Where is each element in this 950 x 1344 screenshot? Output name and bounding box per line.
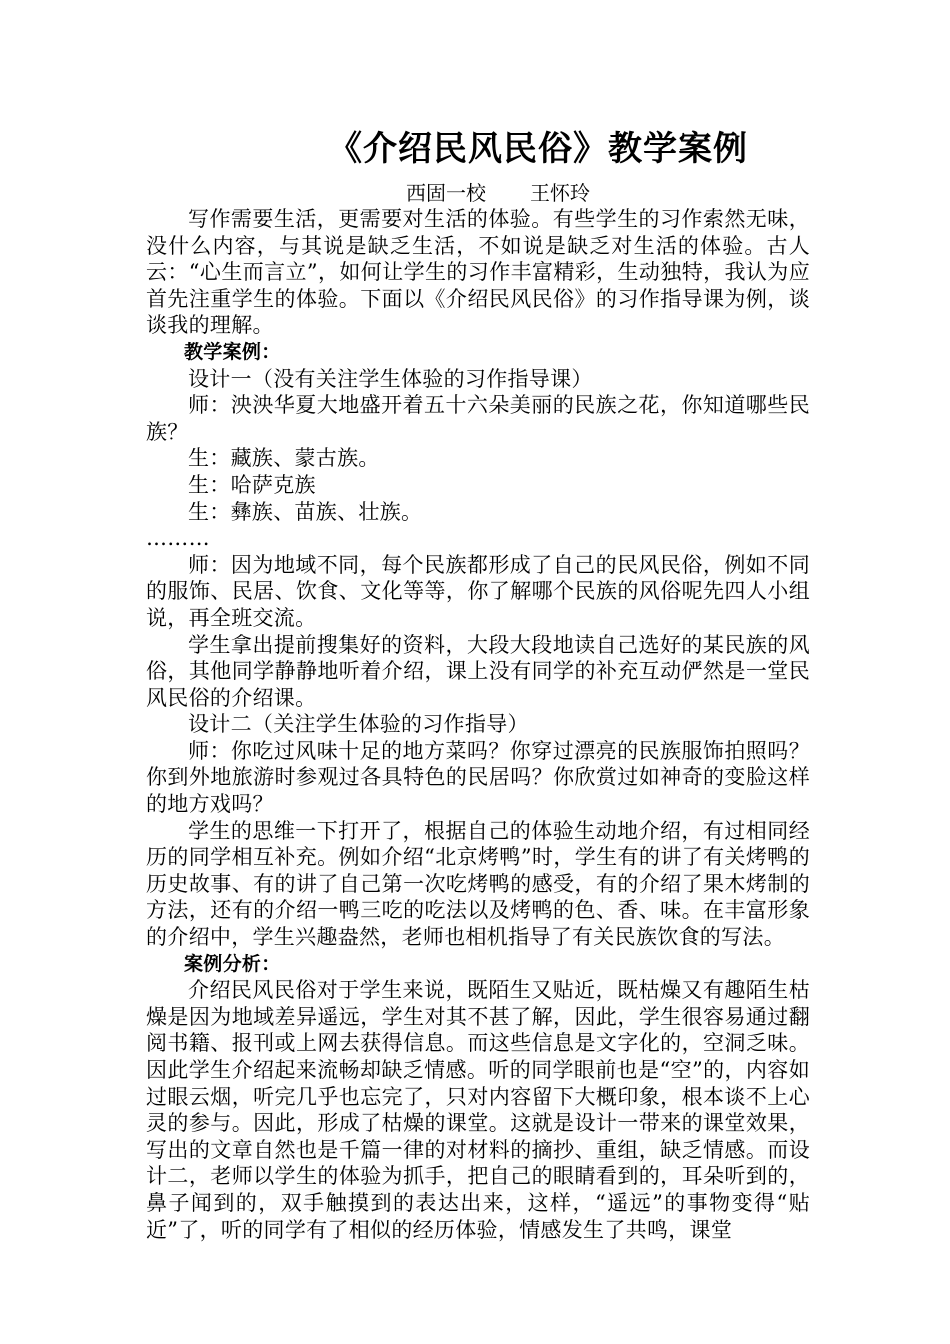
dialogue-line: 师：泱泱华夏大地盛开着五十六朵美丽的民族之花，你知道哪些民族？ <box>146 393 810 444</box>
intro-paragraph: 写作需要生活，更需要对生活的体验。有些学生的习作索然无味，没什么内容，与其说是缺乏生活，不如说是缺乏对生活的体验。古人云：“心生而言立”，如何让学生的习作丰富精彩，生动独特，我认为应首先注重学生的体验。下面以《介绍民风民俗》的习作指导课为例，谈谈我的理解。 <box>146 207 810 338</box>
document-page <box>146 118 810 1243</box>
section-heading-analysis: 案例分析： <box>184 952 281 975</box>
dialogue-line: 师：你吃过风味十足的地方菜吗？你穿过漂亮的民族服饰拍照吗？你到外地旅游时参观过各具特色的民居吗？你欣赏过如神奇的变脸这样的地方戏吗？ <box>146 738 810 817</box>
body-paragraph: 学生拿出提前搜集好的资料，大段大段地读自己选好的某民族的风俗，其他同学静静地听着介绍，课上没有同学的补充互动俨然是一堂民风民俗的介绍课。 <box>146 632 810 710</box>
dialogue-line: 生：藏族、蒙古族。 <box>188 446 380 471</box>
analysis-paragraph: 介绍民风民俗对于学生来说，既陌生又贴近，既枯燥又有趣陌生枯燥是因为地域差异遥远，学生对其不甚了解，因此，学生很容易通过翻阅书籍、报刊或上网去获得信息。而这些信息是文字化的，空洞乏味。因此学生介绍起来流畅却缺乏情感。听的同学眼前也是“空”的，内容如过眼云烟，听完几乎也忘完了，只对内容留下大概印象，根本谈不上心灵的参与。因此，形成了枯燥的课堂。这就是设计一带来的课堂效果，写出的文章自然也是千篇一律的对材料的摘抄、重组，缺乏情感。而设计二，老师以学生的体验为抓手，把自己的眼睛看到的，耳朵听到的，鼻子闻到的，双手触摸到的表达出来，这样，“遥远”的事物变得“贴近”了，听的同学有了相似的经历体验，情感发生了共鸣，课堂 <box>146 978 810 1242</box>
design-one-heading: 设计一（没有关注学生体验的习作指导课） <box>188 366 593 391</box>
body-paragraph: 学生的思维一下打开了，根据自己的体验生动地介绍，有过相同经历的同学相互补充。例如介绍“北京烤鸭”时，学生有的讲了有关烤鸭的历史故事、有的讲了自己第一次吃烤鸭的感受，有的介绍了果木烤制的方法，还有的介绍一鸭三吃的吃法以及烤鸭的色、香、味。在丰富形象的介绍中，学生兴趣盎然，老师也相机指导了有关民族饮食的写法。 <box>146 818 810 950</box>
author-name: 王怀玲 <box>530 181 590 205</box>
dialogue-line: 师：因为地域不同，每个民族都形成了自己的民风民俗，例如不同的服饰、民居、饮食、文化等等，你了解哪个民族的风俗呢先四人小组说，再全班交流。 <box>146 552 810 630</box>
dialogue-line: 生：彝族、苗族、壮族。 <box>188 499 423 524</box>
design-two-heading: 设计二（关注学生体验的习作指导） <box>188 712 529 737</box>
school-name: 西固一校 <box>406 181 486 205</box>
dialogue-line: 生：哈萨克族 <box>188 472 316 497</box>
section-heading-case: 教学案例： <box>184 340 281 363</box>
document-title: 《介绍民风民俗》教学案例 <box>328 129 748 169</box>
ellipsis-line: ……… <box>146 526 210 551</box>
byline <box>186 180 810 206</box>
